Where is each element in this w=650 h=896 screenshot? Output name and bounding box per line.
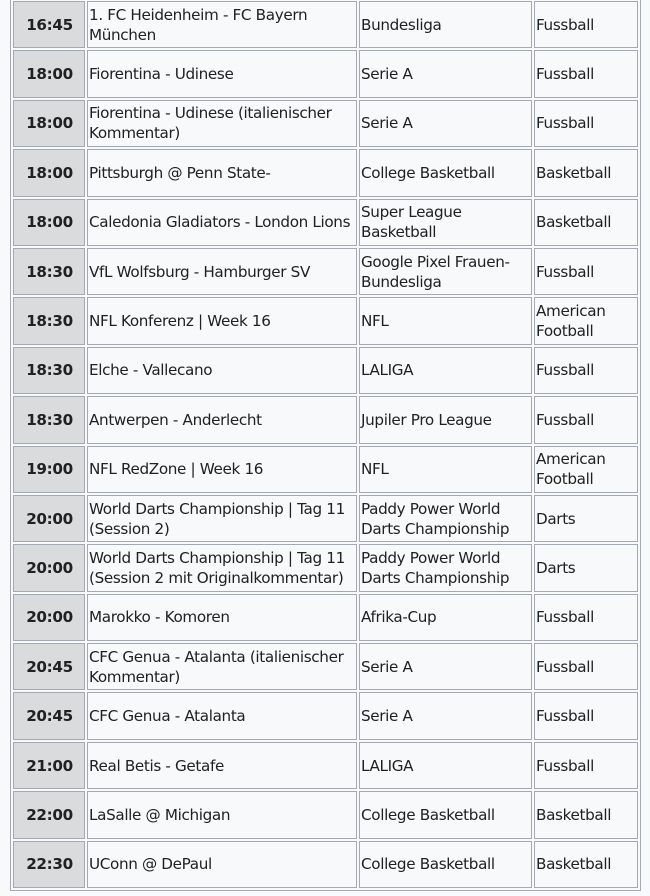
sport-cell: Fussball	[534, 692, 638, 739]
event-cell: World Darts Championship | Tag 11 (Session 2)	[87, 495, 357, 542]
time-cell: 18:30	[13, 297, 85, 344]
time-cell: 18:00	[13, 199, 85, 246]
event-cell: CFC Genua - Atalanta	[87, 692, 357, 739]
league-cell: Serie A	[359, 50, 532, 97]
time-cell: 20:00	[13, 495, 85, 542]
time-cell: 20:45	[13, 643, 85, 690]
event-cell: Pittsburgh @ Penn State-	[87, 149, 357, 196]
event-cell: CFC Genua - Atalanta (italienischer Kommentar)	[87, 643, 357, 690]
sport-cell: Fussball	[534, 742, 638, 789]
event-cell: Fiorentina - Udinese (italienischer Kommentar)	[87, 100, 357, 147]
sport-cell: American Football	[534, 297, 638, 344]
event-cell: UConn @ DePaul	[87, 841, 357, 888]
time-cell: 18:00	[13, 100, 85, 147]
table-row	[13, 347, 638, 394]
time-cell: 20:00	[13, 594, 85, 641]
league-cell: Jupiler Pro League	[359, 396, 532, 443]
table-row	[13, 446, 638, 493]
table-row	[13, 297, 638, 344]
league-cell: College Basketball	[359, 841, 532, 888]
sport-cell: Basketball	[534, 199, 638, 246]
league-cell: LALIGA	[359, 742, 532, 789]
table-row	[13, 495, 638, 542]
sport-cell: American Football	[534, 446, 638, 493]
sport-cell: Fussball	[534, 248, 638, 295]
sport-cell: Basketball	[534, 841, 638, 888]
event-cell: NFL Konferenz | Week 16	[87, 297, 357, 344]
sport-cell: Fussball	[534, 594, 638, 641]
league-cell: Paddy Power World Darts Championship	[359, 495, 532, 542]
sport-cell: Basketball	[534, 149, 638, 196]
event-cell: Caledonia Gladiators - London Lions	[87, 199, 357, 246]
sport-cell: Fussball	[534, 396, 638, 443]
table-row	[13, 50, 638, 97]
league-cell: Paddy Power World Darts Championship	[359, 544, 532, 591]
table-row	[13, 199, 638, 246]
event-cell: LaSalle @ Michigan	[87, 791, 357, 838]
league-cell: Serie A	[359, 643, 532, 690]
league-cell: College Basketball	[359, 791, 532, 838]
table-row	[13, 100, 638, 147]
event-cell: Elche - Vallecano	[87, 347, 357, 394]
event-cell: NFL RedZone | Week 16	[87, 446, 357, 493]
table-row	[13, 248, 638, 295]
league-cell: College Basketball	[359, 149, 532, 196]
league-cell: NFL	[359, 297, 532, 344]
sport-cell: Darts	[534, 544, 638, 591]
time-cell: 20:45	[13, 692, 85, 739]
league-cell: Super League Basketball	[359, 199, 532, 246]
time-cell: 18:30	[13, 248, 85, 295]
time-cell: 16:45	[13, 1, 85, 48]
event-cell: Fiorentina - Udinese	[87, 50, 357, 97]
table-row	[13, 791, 638, 838]
table-row	[13, 841, 638, 888]
league-cell: LALIGA	[359, 347, 532, 394]
league-cell: Bundesliga	[359, 1, 532, 48]
table-row	[13, 149, 638, 196]
time-cell: 18:30	[13, 347, 85, 394]
time-cell: 18:00	[13, 149, 85, 196]
event-cell: Real Betis - Getafe	[87, 742, 357, 789]
event-cell: 1. FC Heidenheim - FC Bayern München	[87, 1, 357, 48]
sports-schedule-table	[10, 0, 641, 891]
time-cell: 20:00	[13, 544, 85, 591]
table-row	[13, 742, 638, 789]
schedule-container	[10, 0, 641, 891]
league-cell: NFL	[359, 446, 532, 493]
table-row	[13, 594, 638, 641]
time-cell: 18:30	[13, 396, 85, 443]
league-cell: Google Pixel Frauen-Bundesliga	[359, 248, 532, 295]
event-cell: VfL Wolfsburg - Hamburger SV	[87, 248, 357, 295]
league-cell: Afrika-Cup	[359, 594, 532, 641]
time-cell: 21:00	[13, 742, 85, 789]
sport-cell: Fussball	[534, 50, 638, 97]
event-cell: Marokko - Komoren	[87, 594, 357, 641]
league-cell: Serie A	[359, 692, 532, 739]
event-cell: World Darts Championship | Tag 11 (Session 2 mit Originalkommentar)	[87, 544, 357, 591]
sport-cell: Fussball	[534, 100, 638, 147]
sport-cell: Fussball	[534, 347, 638, 394]
time-cell: 22:00	[13, 791, 85, 838]
time-cell: 19:00	[13, 446, 85, 493]
sport-cell: Basketball	[534, 791, 638, 838]
sport-cell: Fussball	[534, 1, 638, 48]
table-row	[13, 643, 638, 690]
time-cell: 18:00	[13, 50, 85, 97]
sport-cell: Darts	[534, 495, 638, 542]
table-row	[13, 692, 638, 739]
time-cell: 22:30	[13, 841, 85, 888]
event-cell: Antwerpen - Anderlecht	[87, 396, 357, 443]
sport-cell: Fussball	[534, 643, 638, 690]
league-cell: Serie A	[359, 100, 532, 147]
table-row	[13, 544, 638, 591]
table-row	[13, 396, 638, 443]
table-row	[13, 1, 638, 48]
